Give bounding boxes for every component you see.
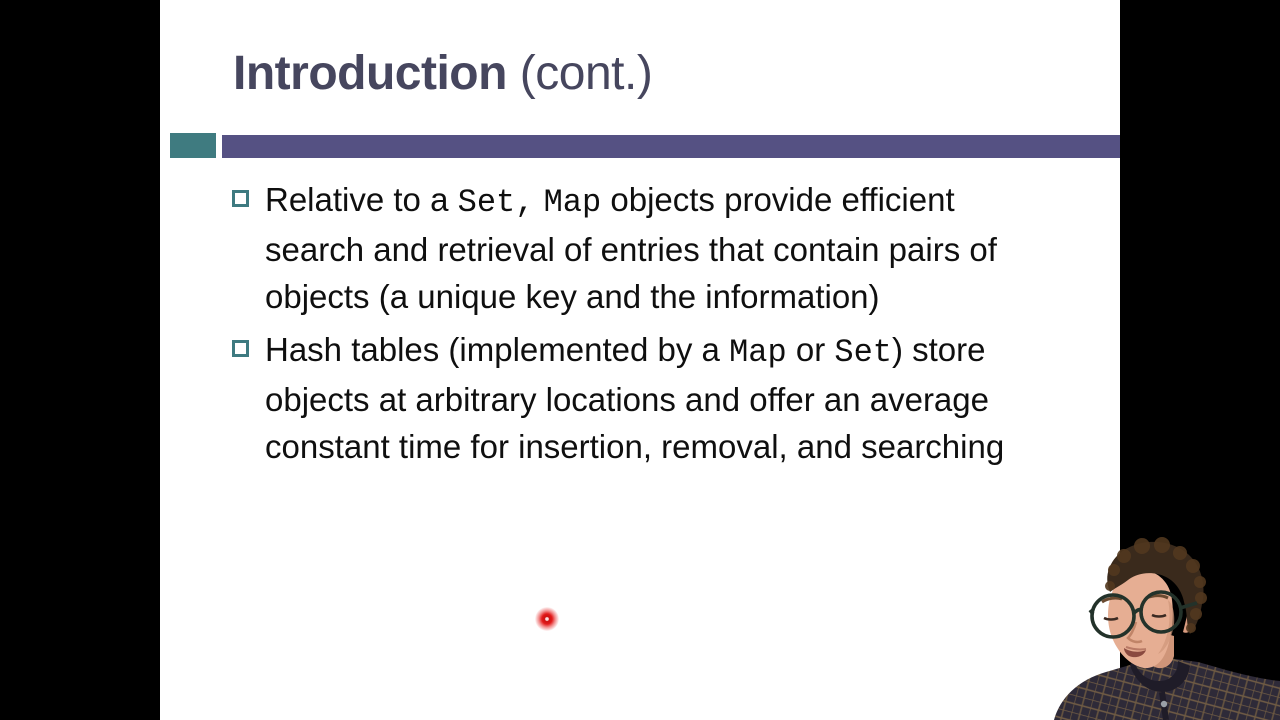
purple-accent-bar [222, 135, 1120, 158]
slide-title-suffix: (cont.) [506, 47, 653, 100]
bullet-line: Relative to a Set, Map objects provide efficient [265, 181, 955, 221]
bullet-line: constant time for insertion, removal, and searching [265, 428, 1005, 465]
slide-title-main: Introduction [233, 47, 507, 100]
slide-title [233, 47, 653, 100]
webcam-presenter [1050, 530, 1280, 720]
teal-accent-block [170, 133, 216, 158]
left-black-bar [0, 0, 160, 720]
bullet-square-icon [232, 190, 249, 207]
bullet-item [265, 176, 1110, 320]
bullet-line: objects (a unique key and the information) [265, 278, 880, 315]
bullet-line: search and retrieval of entries that contain pairs of [265, 231, 997, 268]
bullet-line: objects at arbitrary locations and offer an average [265, 381, 989, 418]
presentation-slide [160, 0, 1120, 720]
bullet-square-icon [232, 340, 249, 357]
bullet-line: Hash tables (implemented by a Map or Set) store [265, 331, 986, 371]
bullet-list [265, 176, 1110, 476]
bullet-item [265, 326, 1110, 470]
